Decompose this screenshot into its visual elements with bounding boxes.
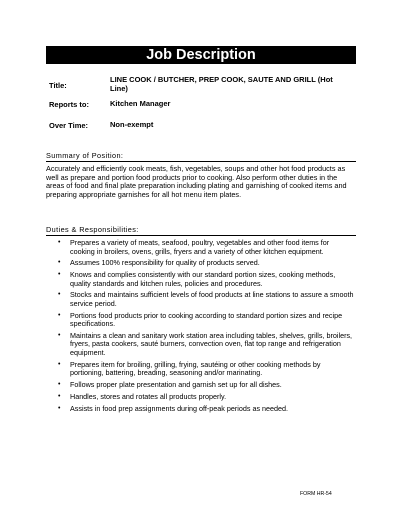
list-item [56, 312, 354, 329]
info-label-reports-to: Reports to: [49, 100, 89, 109]
duty-text: Prepares item for broiling, grilling, frying, sautéing or other cooking methods by portioning, battering, breading, seasoning and/or marinating. [70, 359, 321, 378]
bullet-icon: • [58, 404, 61, 412]
list-item [56, 361, 354, 378]
duty-text: Stocks and maintains sufficient levels of food products at line stations to assure a smooth service period. [70, 290, 354, 308]
duties-list [56, 239, 354, 416]
duty-text: Handles, stores and rotates all products properly. [70, 391, 227, 401]
duty-text: Maintains a clean and sanitary work station area including tables, shelves, grills, broilers, fryers, pasta cookers, sauté burners, convection oven, flat top range and refrigeration equipment. [70, 330, 353, 357]
list-item [56, 393, 354, 402]
list-item [56, 291, 354, 308]
info-label-over-time: Over Time: [49, 121, 89, 130]
info-value-reports-to: Kitchen Manager [110, 99, 171, 108]
bullet-icon: • [58, 271, 61, 279]
info-value-title: LINE COOK / BUTCHER, PREP COOK, SAUTE AND GRILL (Hot Line) [110, 75, 333, 93]
bullet-icon: • [58, 392, 61, 400]
form-number: FORM HR-54 [300, 491, 332, 497]
bullet-icon: • [58, 311, 61, 319]
page-title: Job Description [46, 46, 356, 64]
duties-heading: Duties & Responsibilities: [46, 226, 356, 236]
list-item [56, 259, 354, 268]
summary-heading: Summary of Position: [46, 152, 356, 162]
list-item [56, 332, 354, 358]
bullet-icon: • [58, 360, 61, 368]
duty-text: Prepares a variety of meats, seafood, poultry, vegetables and other food items for cooking in broilers, ovens, grills, fryers and a variety of other kitchen equipment. [70, 238, 330, 256]
duty-text: Assumes 100% responsibility for quality of products served. [70, 258, 260, 268]
list-item [56, 239, 354, 256]
list-item [56, 381, 354, 390]
info-value-over-time: Non-exempt [110, 120, 154, 129]
bullet-icon: • [58, 331, 61, 339]
duty-text: Knows and complies consistently with our standard portion sizes, cooking methods, quality standards and kitchen rules, policies and procedures. [70, 270, 336, 288]
bullet-icon: • [58, 291, 61, 299]
list-item [56, 271, 354, 288]
duty-text: Follows proper plate presentation and garnish set up for all dishes. [70, 380, 282, 390]
info-label-title: Title: [49, 81, 67, 90]
bullet-icon: • [58, 239, 61, 246]
duty-text: Assists in food prep assignments during off-peak periods as needed. [70, 403, 289, 413]
summary-text: Accurately and efficiently cook meats, fish, vegetables, soups and other hot food products as well as prepare and portion food products prior to cooking. Also perform other duties in the areas of food and final plate preparation including plating and garnishing of cooked items and preparing appropriate garnishes for all hot menu item plates. [46, 164, 347, 199]
duty-text: Portions food products prior to cooking according to standard portion sizes and recipe specifications. [70, 310, 343, 329]
list-item [56, 405, 354, 414]
bullet-icon: • [58, 259, 61, 267]
bullet-icon: • [58, 381, 61, 389]
